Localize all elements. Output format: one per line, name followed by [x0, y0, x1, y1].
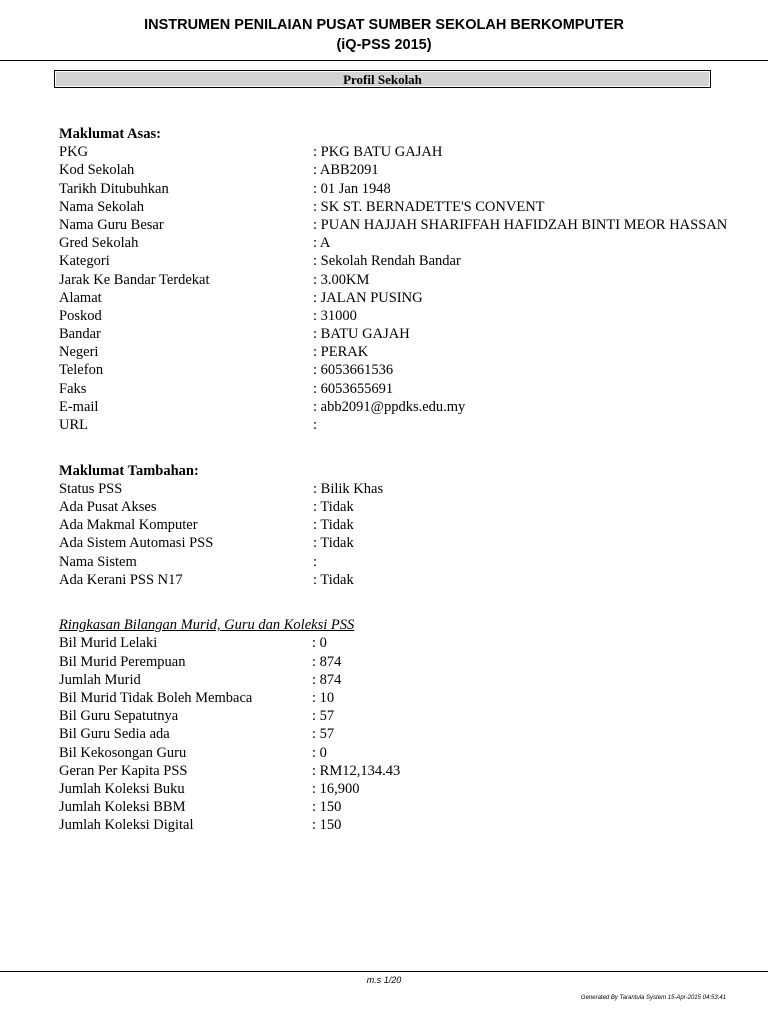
- field-label: Bil Guru Sepatutnya: [59, 708, 179, 725]
- field-value: : 6053661536: [313, 362, 394, 379]
- field-row-nama-sistem: [59, 553, 764, 571]
- field-row-guru-sepatutnya: [59, 707, 764, 725]
- field-row-telefon: [59, 361, 764, 379]
- field-label: Bil Murid Lelaki: [59, 635, 158, 652]
- field-value: : JALAN PUSING: [313, 289, 423, 306]
- section-spacer: [59, 589, 764, 616]
- field-value: : A: [313, 235, 331, 252]
- field-row-nama-guru-besar: [59, 216, 764, 234]
- field-row-alamat: [59, 289, 764, 307]
- field-row-murid-perempuan: [59, 653, 764, 671]
- field-row-guru-sedia-ada: [59, 725, 764, 743]
- field-row-nama-sekolah: [59, 198, 764, 216]
- maklumat-asas-section: [59, 125, 764, 434]
- field-value: : SK ST. BERNADETTE'S CONVENT: [313, 198, 545, 215]
- field-value: : abb2091@ppdks.edu.my: [313, 398, 466, 415]
- field-label: Bil Murid Perempuan: [59, 653, 186, 670]
- section-spacer: [59, 434, 764, 461]
- ringkasan-title: Ringkasan Bilangan Murid, Guru dan Koleksi PSS: [59, 617, 355, 634]
- generated-by-note: Generated By Tarantula System 15-Apr-2015 04:53:41: [580, 995, 726, 1001]
- maklumat-asas-title: Maklumat Asas:: [59, 126, 161, 142]
- field-label: Nama Sekolah: [59, 198, 144, 215]
- field-row-murid-tidak-membaca: [59, 689, 764, 707]
- field-value: : 57: [312, 726, 335, 743]
- field-value: : 01 Jan 1948: [313, 180, 391, 197]
- field-value: : 16,900: [312, 780, 360, 797]
- field-value: : 57: [312, 708, 335, 725]
- field-label: PKG: [59, 144, 89, 161]
- field-value: : 3.00KM: [313, 271, 370, 288]
- field-row-gred-sekolah: [59, 234, 764, 252]
- footer-divider: [0, 971, 768, 972]
- field-value: : 874: [312, 671, 342, 688]
- field-label: Ada Pusat Akses: [59, 498, 157, 515]
- field-value: : PERAK: [313, 344, 369, 361]
- field-row-kod-sekolah: [59, 161, 764, 179]
- field-value: : Tidak: [313, 535, 354, 552]
- field-label: Alamat: [59, 289, 102, 306]
- field-label: Jumlah Koleksi BBM: [59, 799, 186, 816]
- field-row-tarikh-ditubuhkan: [59, 180, 764, 198]
- document-subtitle: (iQ-PSS 2015): [336, 37, 432, 53]
- field-label: E-mail: [59, 398, 99, 415]
- field-label: Ada Kerani PSS N17: [59, 571, 183, 588]
- field-row-negeri: [59, 343, 764, 361]
- section-title: Profil Sekolah: [343, 72, 422, 87]
- field-value: : Sekolah Rendah Bandar: [313, 253, 461, 270]
- field-value: : PKG BATU GAJAH: [313, 144, 443, 161]
- field-label: Kod Sekolah: [59, 162, 135, 179]
- maklumat-tambahan-section: [59, 462, 764, 589]
- field-value: : RM12,134.43: [312, 762, 401, 779]
- field-row-kerani-pss: [59, 571, 764, 589]
- field-value: : 0: [312, 744, 327, 761]
- field-row-bandar: [59, 325, 764, 343]
- field-row-koleksi-buku: [59, 780, 764, 798]
- field-row-koleksi-digital: [59, 816, 764, 834]
- field-label: Nama Guru Besar: [59, 216, 164, 233]
- field-value: : 31000: [313, 307, 357, 324]
- field-row-url: [59, 416, 764, 434]
- document-title: INSTRUMEN PENILAIAN PUSAT SUMBER SEKOLAH BERKOMPUTER: [144, 17, 624, 33]
- field-label: Bil Kekosongan Guru: [59, 744, 187, 761]
- field-row-jarak-bandar: [59, 271, 764, 289]
- field-row-pusat-akses: [59, 498, 764, 516]
- field-row-email: [59, 398, 764, 416]
- field-label: Bil Guru Sedia ada: [59, 726, 170, 743]
- section-header-box: [54, 70, 711, 88]
- field-row-murid-lelaki: [59, 634, 764, 652]
- field-label: Bil Murid Tidak Boleh Membaca: [59, 690, 253, 707]
- maklumat-tambahan-title: Maklumat Tambahan:: [59, 462, 199, 479]
- field-label: Telefon: [59, 362, 104, 379]
- field-row-kategori: [59, 252, 764, 270]
- field-label: Nama Sistem: [59, 553, 137, 570]
- field-value: : 6053655691: [313, 380, 394, 397]
- field-value: :: [313, 553, 318, 570]
- field-label: Kategori: [59, 253, 110, 270]
- field-row-faks: [59, 380, 764, 398]
- field-row-kekosongan-guru: [59, 744, 764, 762]
- field-label: Tarikh Ditubuhkan: [59, 180, 169, 197]
- field-label: Jumlah Murid: [59, 671, 141, 688]
- field-row-jumlah-murid: [59, 671, 764, 689]
- field-label: URL: [59, 417, 88, 433]
- field-label: Poskod: [59, 307, 102, 324]
- field-label: Status PSS: [59, 480, 123, 497]
- field-value: : PUAN HAJJAH SHARIFFAH HAFIDZAH BINTI MEOR HASSAN: [313, 216, 728, 233]
- field-label: Bandar: [59, 326, 101, 343]
- field-value: : Tidak: [313, 571, 354, 588]
- page-number: m.s 1/20: [366, 975, 402, 985]
- field-label: Negeri: [59, 344, 99, 361]
- field-label: Jarak Ke Bandar Terdekat: [59, 271, 210, 288]
- field-value: : BATU GAJAH: [313, 326, 410, 343]
- field-label: Jumlah Koleksi Buku: [59, 780, 185, 797]
- field-row-pkg: [59, 143, 764, 161]
- field-row-makmal-komputer: [59, 516, 764, 534]
- field-row-status-pss: [59, 480, 764, 498]
- field-value: : Tidak: [313, 517, 354, 534]
- field-row-sistem-automasi: [59, 534, 764, 552]
- field-value: : 150: [312, 817, 342, 834]
- field-value: :: [313, 417, 318, 433]
- header-divider: [0, 60, 768, 61]
- field-label: Ada Sistem Automasi PSS: [59, 535, 214, 552]
- field-row-poskod: [59, 307, 764, 325]
- field-label: Jumlah Koleksi Digital: [59, 817, 194, 834]
- field-value: : 10: [312, 690, 335, 707]
- field-value: : ABB2091: [313, 162, 379, 179]
- field-value: : Tidak: [313, 498, 354, 515]
- field-label: Ada Makmal Komputer: [59, 517, 198, 534]
- field-value: : 150: [312, 799, 342, 816]
- field-row-geran-per-kapita: [59, 762, 764, 780]
- field-value: : 0: [312, 635, 327, 652]
- field-label: Faks: [59, 380, 87, 397]
- field-row-koleksi-bbm: [59, 798, 764, 816]
- profile-content: [59, 125, 764, 835]
- field-label: Geran Per Kapita PSS: [59, 762, 188, 779]
- ringkasan-section: [59, 616, 764, 834]
- field-value: : 874: [312, 653, 342, 670]
- field-value: : Bilik Khas: [313, 480, 384, 497]
- field-label: Gred Sekolah: [59, 235, 139, 252]
